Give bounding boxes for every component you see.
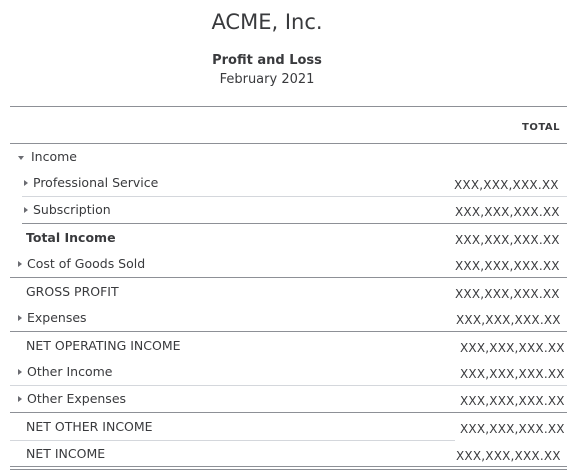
table-row-net-other-income[interactable] (0, 417, 582, 437)
caret-right-icon[interactable] (18, 261, 22, 267)
row-label: Cost of Goods Sold (27, 256, 146, 271)
row-label: NET INCOME (26, 446, 106, 461)
company-name: ACME, Inc. (211, 10, 323, 34)
row-amount[interactable]: XXX,XXX,XXX.XX (456, 449, 561, 463)
table-row-income[interactable] (0, 147, 582, 167)
caret-right-icon[interactable] (18, 369, 22, 375)
table-row-cost-of-goods-sold[interactable] (0, 254, 582, 274)
row-label: Professional Service (33, 175, 159, 190)
report-title: Profit and Loss (212, 53, 322, 68)
total-double-rule-bottom (10, 469, 567, 470)
report-period: February 2021 (219, 72, 315, 87)
table-row-other-income[interactable] (0, 362, 582, 382)
row-label: NET OPERATING INCOME (26, 338, 181, 353)
row-label: Total Income (26, 230, 116, 245)
row-label: Other Income (27, 364, 113, 379)
header-top-rule (10, 106, 567, 107)
table-row-net-operating-income[interactable] (0, 336, 582, 356)
table-row-net-income[interactable] (0, 444, 582, 464)
row-separator (10, 385, 567, 386)
caret-right-icon[interactable] (24, 180, 28, 186)
column-header-total: TOTAL (522, 122, 560, 133)
row-label: GROSS PROFIT (26, 284, 119, 299)
row-separator (10, 440, 455, 441)
row-amount[interactable]: XXX,XXX,XXX.XX (460, 394, 565, 408)
row-label: Expenses (27, 310, 87, 325)
subtotal-rule (22, 223, 567, 224)
row-amount[interactable]: XXX,XXX,XXX.XX (460, 422, 565, 436)
caret-right-icon[interactable] (24, 207, 28, 213)
row-amount[interactable]: XXX,XXX,XXX.XX (454, 178, 559, 192)
subtotal-rule (10, 277, 567, 278)
caret-down-icon[interactable] (18, 156, 24, 160)
caret-right-icon[interactable] (18, 396, 22, 402)
table-row-other-expenses[interactable] (0, 389, 582, 409)
table-row-total-income[interactable] (0, 228, 582, 248)
table-row-expenses[interactable] (0, 308, 582, 328)
row-label: Income (31, 149, 77, 164)
row-separator (22, 196, 567, 197)
caret-right-icon[interactable] (18, 315, 22, 321)
row-amount[interactable]: XXX,XXX,XXX.XX (455, 259, 560, 273)
row-label: NET OTHER INCOME (26, 419, 153, 434)
table-row-gross-profit[interactable] (0, 282, 582, 302)
table-row-subscription[interactable] (0, 200, 582, 220)
row-label: Other Expenses (27, 391, 127, 406)
subtotal-rule (10, 412, 567, 413)
header-bottom-rule (10, 143, 567, 144)
row-amount[interactable]: XXX,XXX,XXX.XX (456, 313, 561, 327)
row-amount[interactable]: XXX,XXX,XXX.XX (460, 341, 565, 355)
row-amount[interactable]: XXX,XXX,XXX.XX (460, 367, 565, 381)
row-amount[interactable]: XXX,XXX,XXX.XX (455, 233, 560, 247)
total-double-rule-top (10, 466, 567, 467)
row-amount[interactable]: XXX,XXX,XXX.XX (455, 287, 560, 301)
row-amount[interactable]: XXX,XXX,XXX.XX (455, 205, 560, 219)
row-label: Subscription (33, 202, 111, 217)
table-row-professional-service[interactable] (0, 173, 582, 193)
subtotal-rule (10, 331, 567, 332)
